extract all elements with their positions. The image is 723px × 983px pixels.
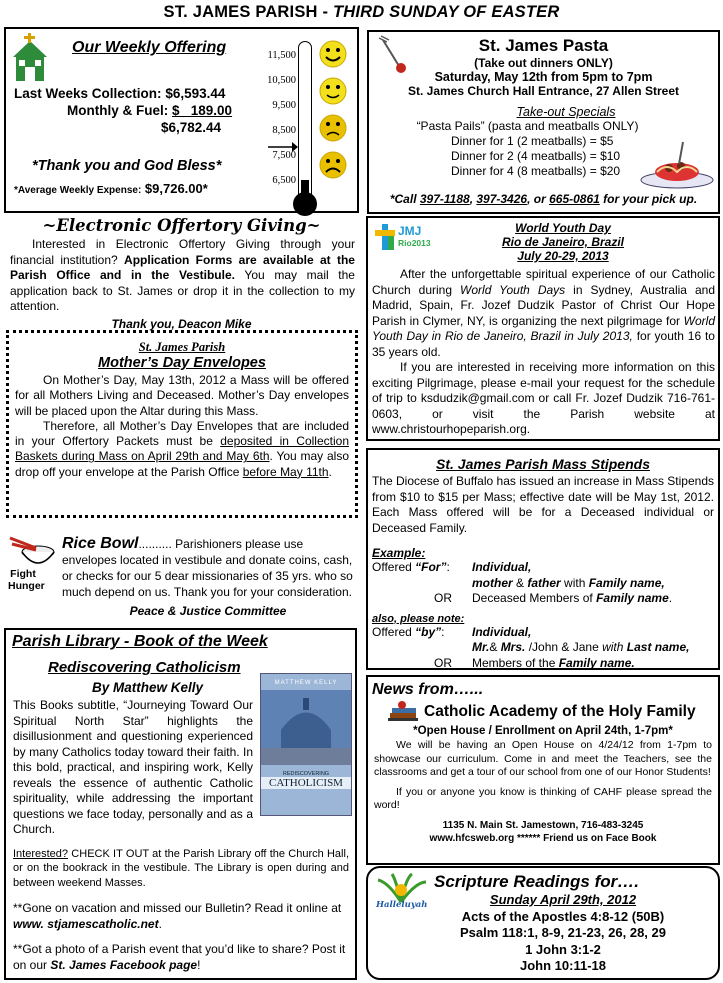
mr-with: with xyxy=(602,640,627,654)
pasta-date: Saturday, May 12th from 5pm to 7pm xyxy=(434,70,653,84)
mother-label: mother xyxy=(472,575,513,590)
last-name-label: Last name, xyxy=(626,640,690,654)
cross-logo-icon xyxy=(374,222,396,252)
stipends-title: St. James Parish Mass Stipends xyxy=(436,456,650,472)
book-description: This Books subtitle, “Journeying Toward Our Spiritual North Star” highlights the disillusionment and questioning experienced by many Catholics today toward their faith. In this bold, practical, and inspiring work, Kelly reveals the essence of authentic Catholic spirituality, while addressing the important questions we face today, personally and as a Church. xyxy=(13,698,253,836)
individual-label-2: Individual, xyxy=(472,624,532,639)
mr-label: Mr. xyxy=(472,640,490,654)
hunger-label: Hunger xyxy=(8,580,45,592)
mothers-p2-mid: . You may also drop off your envelope at the Parish Office xyxy=(15,449,349,479)
family-name-label: Family name, xyxy=(588,575,665,590)
deceased-members: Deceased Members of xyxy=(472,591,597,605)
electronic-giving-section xyxy=(4,216,359,331)
bulletin-online xyxy=(13,900,349,932)
or-1: OR xyxy=(434,591,452,605)
bulletin-header xyxy=(0,3,723,22)
cahf-p2: If you or anyone you know is thinking of CAHF please spread the word! xyxy=(374,785,712,811)
offering-title: Our Weekly Offering xyxy=(72,39,227,56)
rice-bowl-icon xyxy=(6,534,56,570)
pasta-subtitle: (Take out dinners ONLY) xyxy=(474,56,613,70)
interested-text: CHECK IT OUT at the Parish Library off the Church Hall, or on the bookrack in the vestibule. The Library is open during and between weekend Masses. xyxy=(13,847,349,889)
online-text: **Gone on vacation and missed our Bulletin? Read it online at xyxy=(13,901,342,915)
pasta-call-line xyxy=(369,192,718,206)
also-note-label: also, please note: xyxy=(372,612,465,625)
pasta-title: St. James Pasta xyxy=(478,36,609,55)
mf-with: with xyxy=(560,575,589,590)
smiley-faces xyxy=(318,39,352,199)
thank-you-line: *Thank you and God Bless* xyxy=(32,158,222,174)
jmj-logo xyxy=(374,222,436,260)
rice-body: Parishioners please use envelopes located in vestibule and donate coins, cash, or checks for our 5 dear missionaries of 35 yrs. who so much depend on us. Thank you for your consideration. xyxy=(62,537,353,599)
pasta-plate-icon xyxy=(639,142,717,190)
wyd-p1-end: for youth 16 to 35 years old. xyxy=(372,329,715,359)
rice-dots: .......... xyxy=(138,537,172,551)
mrs-label: Mrs. xyxy=(500,640,526,654)
eog-title: ~Electronic Offertory Giving~ xyxy=(42,216,321,235)
open-house-line: *Open House / Enrollment on April 24th, 1-7pm* xyxy=(413,725,673,737)
call-suffix: for your pick up. xyxy=(599,192,698,206)
phone-2: 397-3426 xyxy=(476,192,528,206)
scripture-list xyxy=(408,892,718,975)
pasta-pails: “Pasta Pails” (pasta and meatballs ONLY) xyxy=(416,119,639,133)
stipends-body: The Diocese of Buffalo has issued an increase in Mass Stipends from $10 to $15 per Mass; effective date will be May 1st, 2012. Each Mass offered will be for a Deceased individual or Deceased Family. xyxy=(372,474,714,535)
rice-signature: Peace & Justice Committee xyxy=(129,604,287,618)
specials-title: Take-out Specials xyxy=(516,105,616,119)
rice-bowl-section xyxy=(4,534,359,624)
wyd-p1-start: After the unforgettable spiritual experience of our Catholic Church during xyxy=(372,267,715,297)
cahf-web: www.hfcsweb.org ****** Friend us on Face Book xyxy=(429,832,657,844)
or-2: OR xyxy=(434,655,452,670)
example-label: Example: xyxy=(372,546,426,560)
cahf-address: 1135 N. Main St. Jamestown, 716-483-3245 xyxy=(442,819,644,831)
eog-forms: Application Forms are available at the Parish Office and in the Vestibule. xyxy=(10,252,355,282)
rice-bowl-title: Rice Bowl xyxy=(62,535,139,552)
eog-text xyxy=(10,237,355,315)
parish-name: ST. JAMES PARISH xyxy=(163,3,318,21)
scripture-title: Scripture Readings for…. xyxy=(434,872,639,891)
wyd-p1-emph2: World Youth Day in Rio de Janeiro, Brazil in July 2013, xyxy=(372,313,715,343)
phone-3: 665-0861 xyxy=(549,192,600,206)
scale-label: 9,500 xyxy=(272,100,296,111)
mothers-kicker: St. James Parish xyxy=(138,340,226,354)
last-collection-label: Last Weeks Collection: xyxy=(14,86,162,101)
eog-intro: Interested in Electronic Offertory Giving through your financial institution? xyxy=(10,237,355,267)
mf-amp: & xyxy=(512,575,528,590)
parish-library-box xyxy=(4,628,357,980)
fight-label: Fight xyxy=(10,568,36,580)
cahf-title: Catholic Academy of the Holy Family xyxy=(424,703,696,720)
mothers-p2-start: Therefore, all Mother’s Day Envelopes that are included in your Offertory Packets must be xyxy=(15,418,349,449)
by-quote: “by” xyxy=(415,624,442,639)
offered-by-label: Offered xyxy=(372,624,416,639)
scripture-readings-box xyxy=(366,866,720,980)
dinner-item: Dinner for 2 (4 meatballs) = $10 xyxy=(451,149,621,163)
phone-or: , or xyxy=(527,192,550,206)
wyd-p1 xyxy=(372,267,715,360)
mass-stipends-box xyxy=(366,448,720,670)
average-expense-label: *Average Weekly Expense: xyxy=(14,185,142,196)
wyd-p1-emph: World Youth Days xyxy=(460,282,566,297)
offered-for-block xyxy=(372,560,718,607)
world-youth-day-box xyxy=(366,216,720,441)
mothers-p2-end: . xyxy=(328,464,332,479)
pasta-dinner-box xyxy=(367,30,720,214)
wyd-location: Rio de Janeiro, Brazil xyxy=(501,235,625,249)
mothers-p2 xyxy=(15,419,349,480)
last-collection-value: $6,593.44 xyxy=(165,86,226,101)
scale-label: 7,500 xyxy=(272,150,296,161)
average-expense xyxy=(14,181,208,196)
scale-label: 10,500 xyxy=(267,75,296,86)
average-expense-value: $9,726.00* xyxy=(144,181,208,196)
eog-signature: Thank you, Deacon Mike xyxy=(111,316,252,331)
wyd-header xyxy=(408,221,718,263)
members-of: Members of the xyxy=(472,655,559,670)
photo-text: **Got a photo of a Parish event that you’d like to share? Post it on our xyxy=(13,942,346,972)
scale-label: 6,500 xyxy=(272,175,296,186)
catholic-academy-box xyxy=(366,675,720,865)
church-icon xyxy=(10,33,50,85)
fight-hunger-label xyxy=(8,568,45,592)
mr-amp: & xyxy=(489,640,501,654)
cover-title: CATHOLICISM xyxy=(261,777,351,789)
members-family-name: Family name. xyxy=(558,655,635,670)
scripture-date: Sunday April 29th, 2012 xyxy=(489,892,637,907)
mothers-deposit-dates: deposited in Collection Baskets during Mass on April 29th and May 6th xyxy=(15,434,349,464)
deceased-period: . xyxy=(668,591,673,605)
monthly-label: Monthly & Fuel: xyxy=(67,103,169,118)
rice-bowl-text xyxy=(62,536,354,600)
wyd-dates: July 20-29, 2013 xyxy=(517,249,609,263)
father-label: father xyxy=(527,575,561,590)
individual-label: Individual, xyxy=(472,560,532,574)
header-separator: - xyxy=(317,3,333,21)
pasta-location: St. James Church Hall Entrance, 27 Allen Street xyxy=(408,84,679,98)
halleluyah-logo xyxy=(374,872,428,918)
frown-face-icon xyxy=(320,115,346,141)
cahf-p1: We will be having an Open House on 4/24/12 from 1-7pm to showcase our curriculum. Come in and meet the Teachers, see the classrooms and get a tour of our school from one of our Honor Students! xyxy=(374,739,712,778)
book-title: Rediscovering Catholicism xyxy=(48,659,241,676)
book-cover-image xyxy=(260,673,352,816)
wyd-p1-mid: in Sydney, Australia and Madrid, Spain, Fr. Jozef Dudzik Pastor of Christ Our Hope Parish in Clymer, NY, is organizing the next pilgrimage for xyxy=(372,282,715,328)
thermometer-scale xyxy=(256,43,296,193)
happy-face-icon xyxy=(320,41,346,67)
mothers-day-box xyxy=(6,330,358,518)
scale-label: 11,500 xyxy=(267,50,296,61)
wyd-p2: If you are interested in receiving more information on this exciting Pilgrimage, please e-mail your request for the schedule of trip to ksdudzik@gmail.com or call Fr. Jozef Dudzik 716-761-0603, or visit the Parish website at www.christourhopeparish.org. xyxy=(372,360,715,436)
mothers-title: Mother’s Day Envelopes xyxy=(98,355,266,371)
reading-gospel: John 10:11-18 xyxy=(520,958,606,973)
eog-mail: You may mail the application back to St. James or drop it in the collection to my attention. xyxy=(10,268,355,313)
monthly-value: $ 189.00 xyxy=(172,103,233,118)
offered-by-block xyxy=(372,625,718,672)
photo-end: ! xyxy=(197,958,201,972)
online-end: . xyxy=(158,917,162,931)
library-title: Parish Library - Book of the Week xyxy=(12,633,268,650)
fork-pasta-icon xyxy=(377,36,407,76)
mothers-p1: On Mother’s Day, May 13th, 2012 a Mass will be offered for all Mothers Living and Deceased. Mother’s Day envelopes will be placed upon the Altar during this Mass. xyxy=(15,373,349,418)
dinner-item: Dinner for 4 (8 meatballs) = $20 xyxy=(451,164,621,178)
website-link[interactable]: www. stjamescatholic.net xyxy=(13,917,159,931)
by-colon: : xyxy=(441,624,445,639)
arrow-icon xyxy=(268,140,298,154)
thermometer xyxy=(298,41,312,201)
books-apple-icon xyxy=(388,701,422,723)
rio-logo-text: Rio2013 xyxy=(398,238,431,248)
wyd-title: World Youth Day xyxy=(515,221,611,235)
mothers-deadline: before May 11th xyxy=(242,464,329,479)
book-author: By Matthew Kelly xyxy=(92,680,204,695)
photo-share xyxy=(13,941,349,973)
cahf-title-row xyxy=(388,701,718,723)
thermometer-bulb xyxy=(293,192,317,216)
call-prefix: *Call xyxy=(389,192,420,206)
jmj-logo-text: JMJ xyxy=(398,224,422,238)
sad-face-icon xyxy=(320,152,346,178)
for-quote: “For” xyxy=(415,560,447,574)
halleluyah-text: Halleluyah xyxy=(376,900,428,910)
reading-2: 1 John 3:1-2 xyxy=(525,941,601,957)
dinner-item: Dinner for 1 (2 meatballs) = $5 xyxy=(451,134,614,148)
news-from-label: News from…... xyxy=(372,681,484,698)
cover-top: REDISCOVERING xyxy=(282,771,330,777)
interested-label: Interested? xyxy=(13,847,69,860)
reading-psalm: Psalm 118:1, 8-9, 21-23, 26, 28, 29 xyxy=(460,925,666,940)
offering-total: $6,782.44 xyxy=(161,120,222,135)
sunday-title: THIRD SUNDAY OF EASTER xyxy=(332,3,560,21)
john-jane: /John & Jane xyxy=(525,640,603,654)
basilica-image xyxy=(261,690,351,765)
facebook-link[interactable]: St. James Facebook page xyxy=(50,958,198,972)
phone-1: 397-1188 xyxy=(419,192,470,206)
scale-label: 8,500 xyxy=(272,125,296,136)
deceased-family-name: Family name xyxy=(596,591,669,605)
weekly-offering-box xyxy=(4,27,359,213)
offering-figures xyxy=(14,85,233,136)
library-interested xyxy=(13,847,349,891)
offered-for-label: Offered xyxy=(372,560,416,574)
smile-face-icon xyxy=(320,78,346,104)
reading-1: Acts of the Apostles 4:8-12 (50B) xyxy=(461,908,665,924)
phone-comma: , xyxy=(469,192,477,206)
cover-author: MATTHEW KELLY xyxy=(274,680,338,686)
for-colon: : xyxy=(446,560,450,574)
